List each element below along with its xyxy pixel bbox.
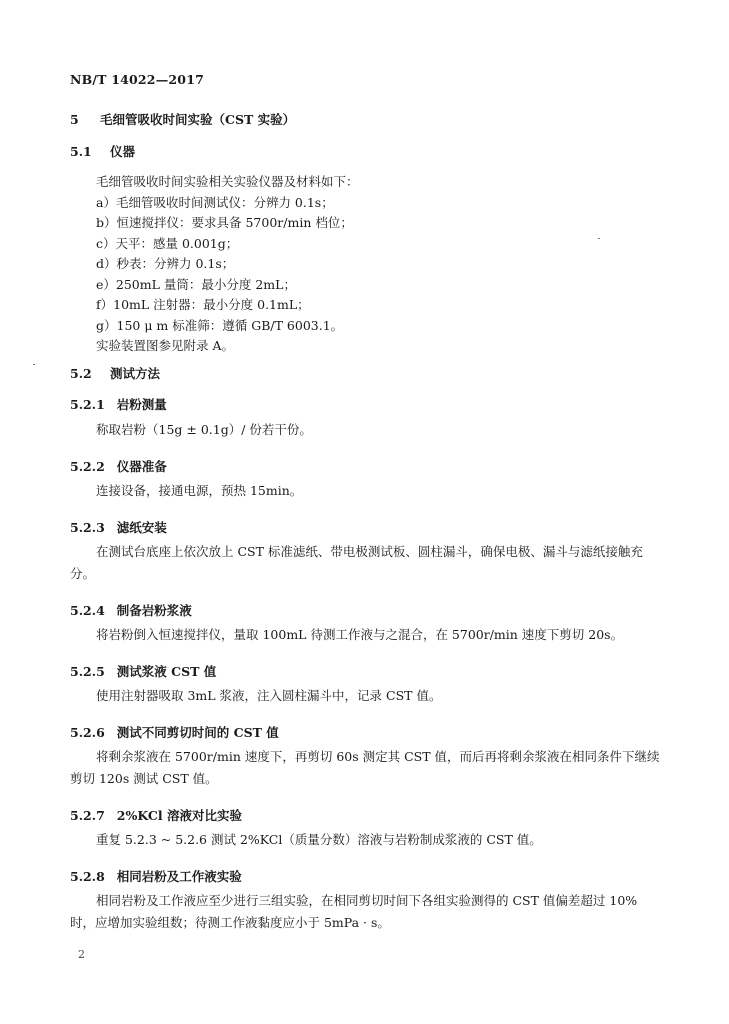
section-title: 测试方法 bbox=[110, 366, 161, 381]
section-title: 滤纸安装 bbox=[116, 520, 167, 535]
section-title: 毛细管吸收时间实验（CST 实验） bbox=[100, 112, 296, 127]
paragraph: 将剩余浆液在 5700r/min 速度下，再剪切 60s 测定其 CST 值，而后再将剩余浆液在相同条件下继续剪切 120s 测试 CST 值。 bbox=[70, 749, 660, 786]
section-5-2-8-heading bbox=[70, 867, 242, 885]
section-number: 5.2.2 bbox=[70, 459, 105, 474]
paragraph: 相同岩粉及工作液应至少进行三组实验，在相同剪切时间下各组实验测得的 CST 值偏差超过 10% 时，应增加实验组数；待测工作液黏度应小于 5mPa · s。 bbox=[70, 893, 638, 930]
section-title: 岩粉测量 bbox=[116, 397, 167, 412]
section-title: 相同岩粉及工作液实验 bbox=[116, 869, 242, 884]
list-item: c）天平：感量 0.001g； bbox=[96, 236, 239, 251]
section-title: 仪器准备 bbox=[116, 459, 167, 474]
section-number: 5 bbox=[70, 112, 79, 127]
page-number: 2 bbox=[78, 948, 85, 961]
section-title: 仪器 bbox=[110, 144, 136, 159]
section-5-2-2-heading bbox=[70, 457, 167, 475]
section-5-1-heading bbox=[70, 142, 135, 160]
section-title: 2%KCl 溶液对比实验 bbox=[116, 808, 242, 823]
section-5-2-7-heading bbox=[70, 806, 242, 824]
scan-speck bbox=[598, 238, 600, 239]
scan-speck bbox=[33, 364, 35, 365]
section-5-2-5-heading bbox=[70, 662, 216, 680]
section-5-heading bbox=[70, 110, 295, 128]
section-number: 5.2.6 bbox=[70, 725, 105, 740]
list-item: e）250mL 量筒：最小分度 2mL； bbox=[96, 277, 296, 292]
paragraph: 在测试台底座上依次放上 CST 标准滤纸、带电极测试板、圆柱漏斗，确保电极、漏斗与滤纸接触充分。 bbox=[70, 544, 643, 581]
paragraph: 称取岩粉（15g ± 0.1g）/ 份若干份。 bbox=[96, 422, 312, 437]
list-item: a）毛细管吸收时间测试仪：分辨力 0.1s； bbox=[96, 195, 334, 210]
list-item: d）秒表：分辨力 0.1s； bbox=[96, 256, 235, 271]
section-number: 5.2.1 bbox=[70, 397, 105, 412]
list-item: f）10mL 注射器：最小分度 0.1mL； bbox=[96, 297, 310, 312]
section-5-2-heading bbox=[70, 364, 160, 382]
section-5-2-3-heading bbox=[70, 518, 167, 536]
section-number: 5.2 bbox=[70, 366, 92, 381]
paragraph: 重复 5.2.3 ~ 5.2.6 测试 2%KCl（质量分数）溶液与岩粉制成浆液的 CST 值。 bbox=[96, 832, 542, 847]
standard-code: NB/T 14022—2017 bbox=[70, 72, 204, 87]
paragraph: 将岩粉倒入恒速搅拌仪，量取 100mL 待测工作液与之混合，在 5700r/min 速度下剪切 20s。 bbox=[96, 627, 624, 642]
section-title: 制备岩粉浆液 bbox=[116, 603, 192, 618]
section-number: 5.1 bbox=[70, 144, 92, 159]
paragraph: 使用注射器吸取 3mL 浆液，注入圆柱漏斗中，记录 CST 值。 bbox=[96, 688, 442, 703]
appendix-note: 实验装置图参见附录 A。 bbox=[96, 338, 235, 353]
list-item: g）150 μ m 标准筛：遵循 GB/T 6003.1。 bbox=[96, 318, 344, 333]
section-number: 5.2.4 bbox=[70, 603, 105, 618]
section-5-2-1-heading bbox=[70, 395, 167, 413]
paragraph: 连接设备，接通电源，预热 15min。 bbox=[96, 483, 303, 498]
section-number: 5.2.8 bbox=[70, 869, 105, 884]
section-5-2-4-heading bbox=[70, 601, 192, 619]
section-number: 5.2.3 bbox=[70, 520, 105, 535]
section-title: 测试浆液 CST 值 bbox=[116, 664, 217, 679]
section-title: 测试不同剪切时间的 CST 值 bbox=[116, 725, 279, 740]
section-number: 5.2.7 bbox=[70, 808, 105, 823]
section-5-2-6-heading bbox=[70, 723, 279, 741]
section-number: 5.2.5 bbox=[70, 664, 105, 679]
list-item: b）恒速搅拌仪：要求具备 5700r/min 档位； bbox=[96, 215, 353, 230]
instrument-intro: 毛细管吸收时间实验相关实验仪器及材料如下： bbox=[96, 174, 359, 189]
